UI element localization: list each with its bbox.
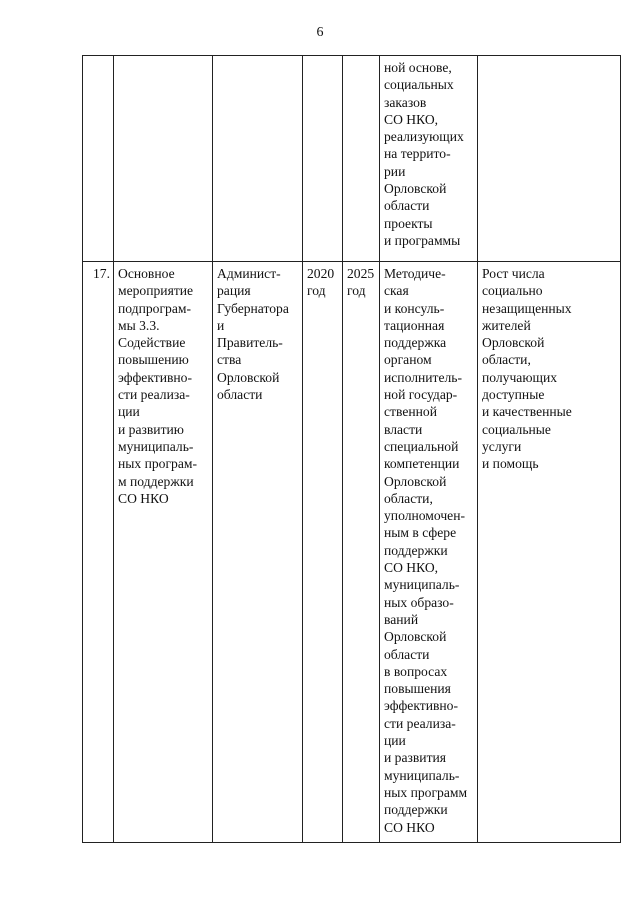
cell-text-line: органом [384,352,432,368]
cell-text-line: 2025 [347,266,375,281]
cell-start-year [303,262,343,843]
cell-text-line: доступные [482,387,545,403]
cell-text-line: сти реализа- [384,715,456,731]
cell-text-line: тационная [384,317,445,333]
cell-text-line: ции [118,404,140,420]
cell-text-line: ной государ- [384,387,458,403]
cell-text-line: подпрограм- [118,300,191,316]
cell-text-line: ным в сфере [384,525,457,541]
cell-text-line: незащищенных [482,300,572,316]
cell-text-line: области, [384,490,433,506]
cell-text-line: год [307,283,326,299]
cell-indicator [478,56,621,262]
cell-text-line: год [347,283,366,299]
cell-end-year [343,56,380,262]
cell-text-line: ных программ [384,784,468,800]
cell-text-line: повышению [118,352,189,368]
cell-text-line: ных образо- [384,594,454,610]
cell-text-line: компетенции [384,456,460,472]
cell-executor [213,56,303,262]
cell-text-line: муниципаль- [384,767,460,783]
cell-text-line: социально [482,283,543,299]
cell-text-line: СО НКО, [384,560,439,576]
page-number: 6 [316,25,324,40]
cell-text-line: реализующих [384,129,464,145]
cell-text-line: Орловской [384,181,447,197]
cell-text-line: и программы [384,232,461,248]
cell-text-line: СО НКО [118,490,169,506]
cell-text-line: и помощь [482,456,539,472]
cell-text-line: в вопросах [384,663,448,679]
cell-text-line: и [217,317,225,333]
cell-number: 17. [83,262,114,843]
cell-results [380,56,478,262]
cell-text-line: Правитель- [217,335,283,351]
cell-text-line: Содействие [118,335,186,351]
cell-text-line: ной основе, [384,60,452,75]
program-activities-table [82,55,621,843]
cell-text-line: ваний [384,611,419,627]
cell-text-line: ции [384,733,406,749]
cell-text-line: Орловской [217,369,280,385]
table-row-17 [83,262,621,843]
cell-text-line: Орловской [384,473,447,489]
cell-text-line: и качественные [482,404,572,420]
cell-text-line: специальной [384,438,459,454]
cell-text-line: проекты [384,215,433,231]
cell-text-line: повышения [384,681,451,697]
cell-text-line: области [217,387,263,403]
cell-text-line: СО НКО [384,819,435,835]
cell-text-line: м поддержки [118,473,194,489]
cell-text-line: уполномочен- [384,508,466,524]
cell-text-line: эффективно- [118,369,192,385]
table-row-continued [83,56,621,262]
cell-text-line: Админист- [217,266,281,281]
cell-start-year [303,56,343,262]
cell-text-line: эффективно- [384,698,458,714]
cell-text-line: социальные [482,421,551,437]
cell-text-line: исполнитель- [384,369,463,385]
cell-text-line: Орловской [384,629,447,645]
cell-text-line: рии [384,163,406,179]
cell-activity [114,262,213,843]
cell-text-line: услуги [482,438,522,454]
cell-text-line: поддержка [384,335,447,351]
cell-text-line: власти [384,421,423,437]
cell-activity [114,56,213,262]
cell-text-line: жителей [482,317,531,333]
cell-indicator [478,262,621,843]
cell-text-line: ных програм- [118,456,198,472]
cell-text-line: мы 3.3. [118,317,160,333]
cell-results [380,262,478,843]
cell-number [83,56,114,262]
cell-text-line: на террито- [384,146,451,162]
cell-text-line: ственной [384,404,437,420]
cell-text-line: ства [217,352,242,368]
cell-text-line: рация [217,283,251,299]
cell-executor [213,262,303,843]
cell-text-line: и развития [384,750,447,766]
cell-text-line: области [384,646,430,662]
cell-text-line: получающих [482,369,558,385]
cell-text-line: Основное [118,266,175,281]
cell-text-line: и консуль- [384,300,445,316]
cell-text-line: муниципаль- [384,577,460,593]
cell-text-line: ская [384,283,409,299]
cell-text-line: поддержки [384,542,448,558]
cell-text-line: социальных [384,77,454,93]
cell-text-line: мероприятие [118,283,194,299]
cell-text-line: Орловской [482,335,545,351]
cell-text-line: Губернатора [217,300,289,316]
cell-text-line: муниципаль- [118,438,194,454]
cell-text-line: заказов [384,94,427,110]
cell-text-line: сти реализа- [118,387,190,403]
cell-text-line: и развитию [118,421,184,437]
cell-end-year [343,262,380,843]
cell-text-line: Рост числа [482,266,545,281]
cell-text-line: области, [482,352,531,368]
cell-text-line: СО НКО, [384,111,439,127]
cell-text-line: Методиче- [384,266,446,281]
cell-text-line: поддержки [384,802,448,818]
cell-text-line: области [384,198,430,214]
cell-text-line: 2020 [307,266,335,281]
